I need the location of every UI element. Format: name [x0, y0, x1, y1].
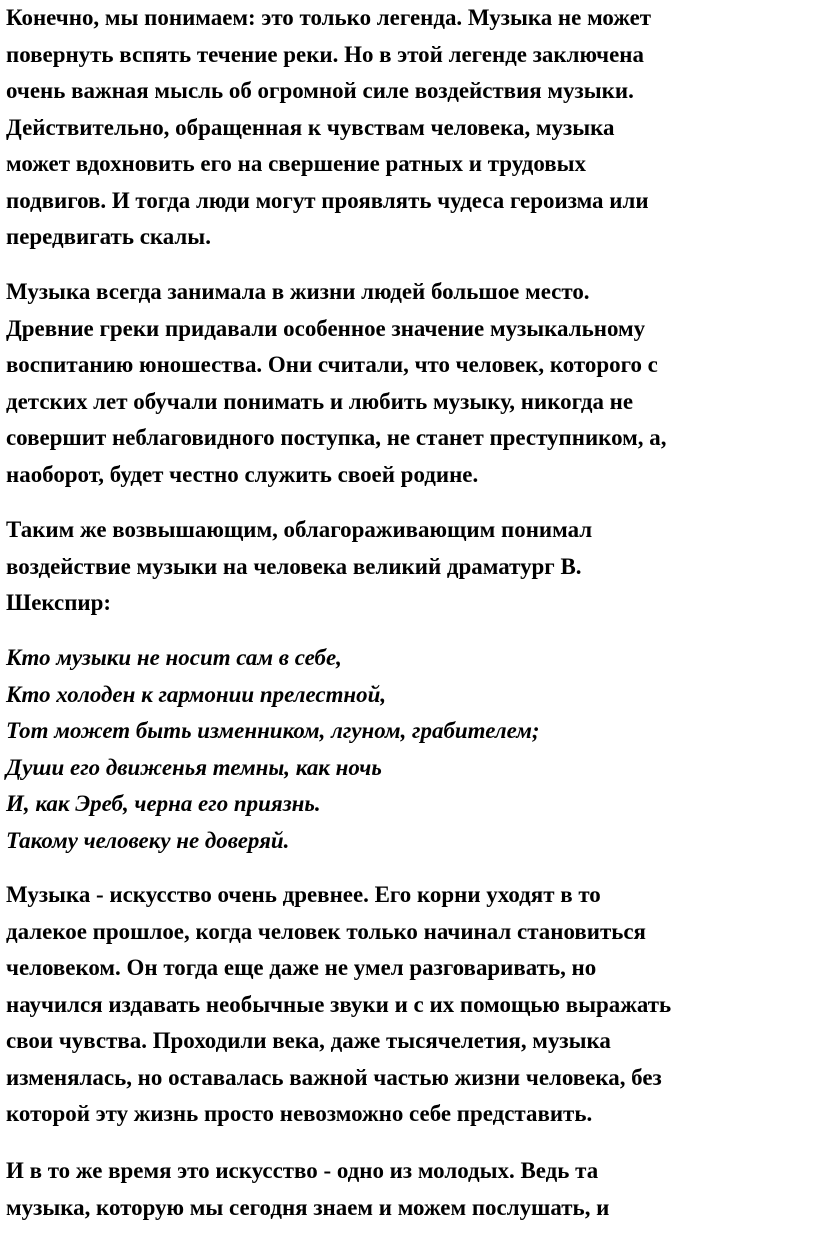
text-line: Действительно, обращенная к чувствам человека, музыка: [6, 114, 615, 140]
text-line: человеком. Он тогда еще даже не умел разговаривать, но: [6, 955, 597, 980]
text-line: детских лет обучали понимать и любить музыку, никогда не: [6, 388, 634, 414]
text-line: может вдохновить его на свершение ратных и трудовых: [6, 151, 587, 176]
paragraph-ancient-art: [6, 877, 816, 1133]
text-line: Древние греки придавали особенное значение музыкальному: [6, 315, 646, 341]
text-line: воздействие музыки на человека великий драматург В.: [6, 553, 582, 579]
text-line: изменялась, но оставалась важной частью жизни человека, без: [6, 1064, 662, 1090]
text-line: далекое прошлое, когда человек только начинал становиться: [6, 918, 646, 944]
poem-line: Кто музыки не носит сам в себе,: [6, 645, 342, 670]
text-line: научился издавать необычные звуки и с их помощью выражать: [6, 991, 672, 1017]
text-line: наоборот, будет честно служить своей родине.: [6, 461, 479, 487]
text-line: воспитанию юношества. Они считали, что человек, которого с: [6, 352, 658, 377]
paragraph-shakespeare-intro: [6, 512, 816, 622]
text-line: Конечно, мы понимаем: это только легенда. Музыка не может: [6, 5, 652, 30]
text-line: Таким же возвышающим, облагораживающим понимал: [6, 517, 593, 542]
text-line: которой эту жизнь просто невозможно себе представить.: [6, 1101, 593, 1126]
text-line: Музыка - искусство очень древнее. Его корни уходят в то: [6, 882, 601, 907]
text-line: И в то же время это искусство - одно из молодых. Ведь та: [6, 1158, 599, 1183]
poem-line: Кто холоден к гармонии прелестной,: [6, 681, 387, 707]
poem-line: Тот может быть изменником, лгуном, грабителем;: [6, 718, 540, 743]
text-line: Музыка всегда занимала в жизни людей большое место.: [6, 279, 590, 304]
paragraph-ancient-greeks: [6, 274, 816, 493]
text-line: передвигать скалы.: [6, 224, 211, 249]
poem-quote: [6, 640, 816, 859]
text-line: подвигов. И тогда люди могут проявлять чудеса героизма или: [6, 187, 649, 213]
text-line: свои чувства. Проходили века, даже тысячелетия, музыка: [6, 1028, 611, 1053]
poem-line: Души его движенья темны, как ночь: [6, 754, 382, 780]
paragraph-young-art: [6, 1153, 816, 1226]
text-line: музыка, которую мы сегодня знаем и можем послушать, и: [6, 1194, 610, 1220]
poem-line: И, как Эреб, черна его приязнь.: [6, 791, 321, 816]
text-line: очень важная мысль об огромной силе воздействия музыки.: [6, 78, 634, 103]
text-line: совершит неблаговидного поступка, не станет преступником, а,: [6, 425, 667, 450]
paragraph-legend: [6, 0, 816, 256]
poem-line: Такому человеку не доверяй.: [6, 827, 290, 853]
text-line: Шекспир:: [6, 590, 112, 615]
text-line: повернуть вспять течение реки. Но в этой легенде заключена: [6, 41, 644, 67]
